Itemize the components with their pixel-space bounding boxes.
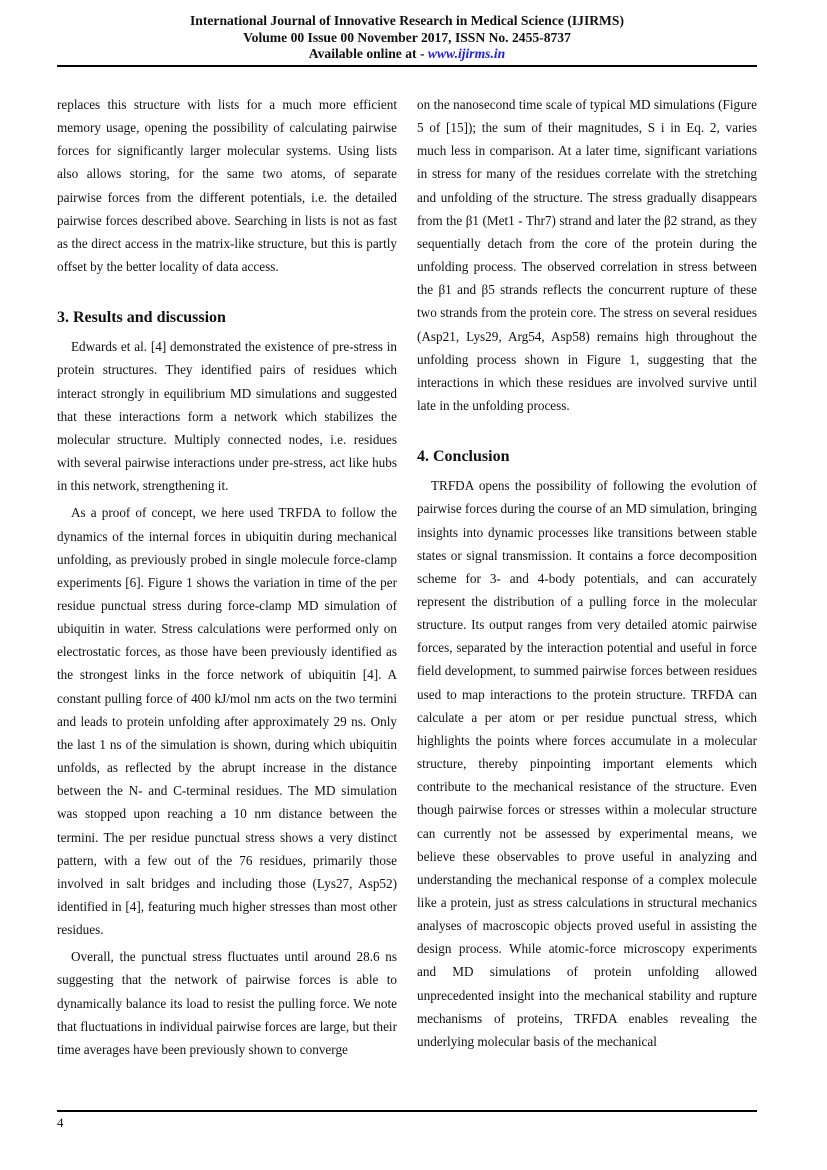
paragraph-memory-lists: replaces this structure with lists for a much more efficient memory usage, opening the possibility of calculating pairwise forces for significantly larger molecular systems. Using lists also allows storing, for the same two atoms, of separate pairwise forces from the different potentials, i.e. the detailed pairwise forces described above. Searching in lists is not as fast as the direct access in the matrix-like structure, but this is partly offset by the better locality of data access. [57, 97, 397, 275]
journal-website-link[interactable]: www.ijirms.in [427, 46, 506, 61]
paragraph-conclusion: TRFDA opens the possibility of following the evolution of pairwise forces during the course of an MD simulation, bringing insights into dynamic processes like transitions between stable states or signal transmission. It contains a force decomposition scheme for 3- and 4-body potentials, and can accurately represent the distribution of a pulling force in the molecular structure. Its output ranges from very detailed atomic pairwise forces, separated by the interaction potential and useful in force field development, to summed pairwise forces between residues used to map interactions to the protein structure. TRFDA can calculate a per atom or per residue punctual stress, which highlights the points where forces accumulate in a molecular structure, thereby pinpointing important elements which contribute to the mechanical resistance of the structure. Even though pairwise forces or stresses within a molecular structure can currently not be assessed by experimental means, we believe these observables to prove useful in analyzing and understanding the mechanical response of a complex molecule like a protein, just as stress calculations in structural mechanics analyses of macroscopic objects proved useful in assisting the design process. While atomic-force microscopy experiments and MD simulations of protein unfolding allowed unprecedented insight into the mechanical stability and rupture mechanisms of proteins, TRFDA enables revealing the underlying molecular basis of the mechanical [417, 478, 757, 1049]
journal-availability [57, 46, 757, 63]
footer-rule [57, 1110, 757, 1112]
right-column [417, 93, 757, 1053]
paragraph-timescale-continuation: on the nanosecond time scale of typical MD simulations (Figure 5 of [15]); the sum of their magnitudes, S i in Eq. 2, varies much less in comparison. At a later time, significant variations in stress for many of the residues correlate with the stretching and unfolding of the structure. The stress gradually disappears from the β1 (Met1 - Thr7) strand and later the β2 strand, as they sequentially detach from the core of the protein during the unfolding process. The observed correlation in stress between the β1 and β5 strands reflects the concurrent rupture of these two strands from the protein core. The stress on several residues (Asp21, Lys29, Arg54, Asp58) remains high throughout the unfolding process shown in Figure 1, suggesting that the interactions in which these residues are involved survive until late in the unfolding process. [417, 97, 757, 414]
journal-header [57, 13, 757, 63]
journal-title: International Journal of Innovative Research in Medical Science (IJIRMS) [190, 13, 624, 28]
header-rule [57, 65, 757, 67]
page-number: 4 [57, 1115, 64, 1130]
paragraph-overall-stress: Overall, the punctual stress fluctuates until around 28.6 ns suggesting that the network of pairwise forces is able to dynamically balance its load to resist the pulling force. We note that fluctuations in individual pairwise forces are large, but their time averages have been previously shown to converge [57, 949, 397, 1057]
paragraph-edwards-prestress: Edwards et al. [4] demonstrated the existence of pre-stress in protein structures. They identified pairs of residues which interact strongly in equilibrium MD simulations and suggested that these interactions form a network which stabilizes the molecular structure. Multiply connected nodes, i.e. residues with several pairwise interactions under pre-stress, act like hubs in this network, strengthening it. [57, 339, 397, 494]
section-heading-conclusion: 4. Conclusion [417, 448, 510, 466]
journal-volume-issue: Volume 00 Issue 00 November 2017, ISSN No. 2455-8737 [243, 29, 571, 45]
section-heading-results: 3. Results and discussion [57, 309, 226, 327]
paragraph-proof-of-concept: As a proof of concept, we here used TRFDA to follow the dynamics of the internal forces in ubiquitin during mechanical unfolding, as previously probed in single molecule force-clamp experiments [6]. Figure 1 shows the variation in time of the per residue punctual stress during force-clamp MD simulation of ubiquitin in water. Stress calculations were performed only on electrostatic forces, as those have been previously identified as the strongest links in the force network of ubiquitin [4]. A constant pulling force of 400 kJ/mol nm acts on the two termini and leads to protein unfolding after approximately 29 ns. Only the last 1 ns of the simulation is shown, during which ubiquitin unfolds, as reflected by the abrupt increase in the distance between the N- and C-terminal residues. The MD simulation was stopped upon reaching a 10 nm distance between the termini. The per residue punctual stress shows a very distinct pattern, with a few out of the 76 residues, primarily those involved in salt bridges and including those (Lys27, Asp52) identified in [4], featuring much higher stresses than most other residues. [57, 505, 397, 938]
availability-label: Available online at - [308, 46, 428, 61]
left-column [57, 93, 397, 1061]
